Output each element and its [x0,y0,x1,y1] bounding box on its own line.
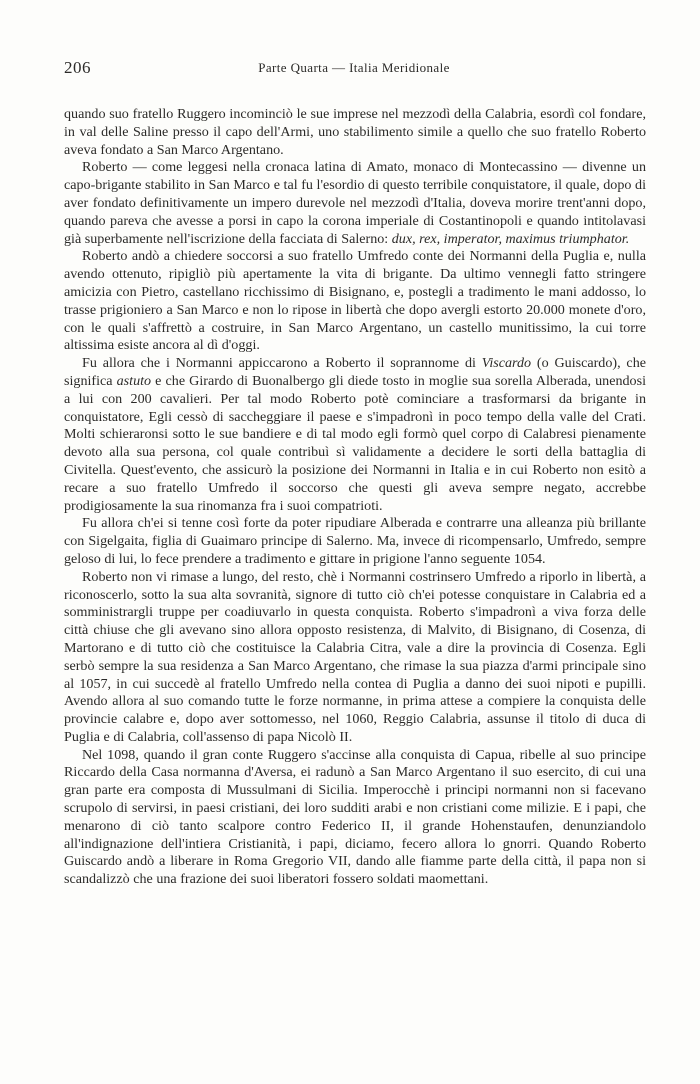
page-number: 206 [64,58,91,77]
paragraph-3: Roberto andò a chiedere soccorsi a suo fratello Umfredo conte dei Normanni della Puglia e, nulla avendo ottenuto, ripigliò più apertamente la vita di brigante. Da ultimo vennegli fatto stringere amicizia con Pietro, castellano ricchissimo di Bisignano, e, postegli a tradimento le mani addosso, lo trasse prigioniero a San Marco e non lo ripose in libertà che dopo avergli estorto 20.000 monete d'oro, con le quali s'affrettò a costruire, in San Marco Argentano, un castello munitissimo, la cui torre altissima esiste ancora al dì d'oggi. [64,248,646,354]
paragraph-7: Nel 1098, quando il gran conte Ruggero s'accinse alla conquista di Capua, ribelle al suo principe Riccardo della Casa normanna d'Aversa, ei radunò a San Marco Argentano il suo esercito, di cui una gran parte era composta di Mussulmani di Sicilia. Imperocchè i principi normanni non si facevano scrupolo di servirsi, in paesi cristiani, dei loro sudditi arabi e non cristiani come milizie. E i papi, che menarono di ciò tanto scalpore contro Federico II, il grande Hohenstaufen, denunziandolo all'indignazione dell'intiera Cristianità, i papi, diciamo, fecero allora lo gnorri. Quando Roberto Guiscardo andò a liberare in Roma Gregorio VII, dando alle fiamme parte della città, il papa non si scandalizzò che una frazione dei suoi liberatori fossero soldati maomettani. [64,746,646,888]
inscription-latin: dux, rex, imperator, maximus triumphator. [391,230,630,247]
paragraph-5: Fu allora ch'ei si tenne così forte da poter ripudiare Alberada e contrarre una alleanza più brillante con Sigelgaita, figlia di Guaimaro principe di Salerno. Ma, invece di ricompensarlo, Umfredo, sempre geloso di lui, lo fece prendere a tradimento e gittare in prigione l'anno seguente 1054. [64,515,646,567]
paragraph-4-text-c: e che Girardo di Buonalbergo gli diede tosto in moglie sua sorella Alberada, unendosi a lui con 200 cavalieri. Per tal modo Roberto potè cominciare a trasformarsi da brigante in conquistatore, Egli cessò di saccheggiare il paese e s'impadronì in poco tempo della valle del Crati. Molti schieraronsi sotto le sue bandiere e di tal modo egli formò quel corpo di Calabresi pienamente devoto alla sua persona, col quale contribuì sì validamente a decidere le sorti della battaglia di Civitella. Quest'evento, che assicurò la posizione dei Normanni in Italia e in cui Roberto non esitò a recare a suo fratello Umfredo il soccorso che questi gli aveva sempre negato, accrebbe prodigiosamente la sua rinomanza fra i suoi compatrioti. [64,372,646,514]
paragraph-6: Roberto non vi rimase a lungo, del resto, chè i Normanni costrinsero Umfredo a riporlo in libertà, a riconoscerlo, sotto la sua alta sovranità, signore di tutto ciò ch'ei potesse conquistare in Calabria ed a somministrargli truppe per coadiuvarlo in questa conquista. Roberto s'impadronì a viva forza delle città chiuse che gli avevano sino allora opposto resistenza, di Malvito, di Bisignano, di Cosenza, di Martorano e di tutto ciò che costituisce la Calabria Citra, vale a dire la provincia di Cosenza. Egli serbò sempre la sua residenza a San Marco Argentano, che rimase la sua piazza d'armi principale sino al 1057, in cui succedè al fratello Umfredo nella contea di Puglia a danno dei suoi nipoti e pupilli. Avendo allora al suo comando tutte le forze normanne, in prima attese a compiere la conquista delle provincie calabre e, dopo aver sottomesso, nel 1060, Reggio Calabria, assunse il titolo di duca di Puglia e di Calabria, coll'assenso di papa Nicolò II. [64,568,646,745]
paragraph-2 [64,159,646,248]
running-head: Parte Quarta — Italia Meridionale [258,60,450,75]
paragraph-2-text: Roberto — come leggesi nella cronaca latina di Amato, monaco di Montecassino — divenne un capo-brigante stabilito in San Marco e tal fu l'esordio di questo terribile conquistatore, il quale, dopo di aver fondato definitivamente un impero durevole nel mezzodì d'Italia, doveva morire trent'anni dopo, quando pareva che avesse a porsi in capo la corona imperiale di Costantinopoli e quando intitolavasi già superbamente nell'iscrizione della facciata di Salerno: [64,159,646,247]
paragraph-4-text-a: Fu allora che i Normanni appiccarono a Roberto il soprannome di [82,355,482,372]
body-text [64,106,646,889]
paragraph-4-text-b: (o Guiscardo), che significa [64,355,646,389]
paragraph-1: quando suo fratello Ruggero incominciò le sue imprese nel mezzodì della Calabria, esordì col fondare, in val delle Saline presso il capo dell'Armi, uno stabilimento simile a quello che suo fratello Roberto aveva fondato a San Marco Argentano. [64,106,646,158]
paragraph-4 [64,355,646,515]
nickname-viscardo: Viscardo [481,355,532,372]
page-header [64,58,644,82]
word-astuto: astuto [116,372,152,389]
